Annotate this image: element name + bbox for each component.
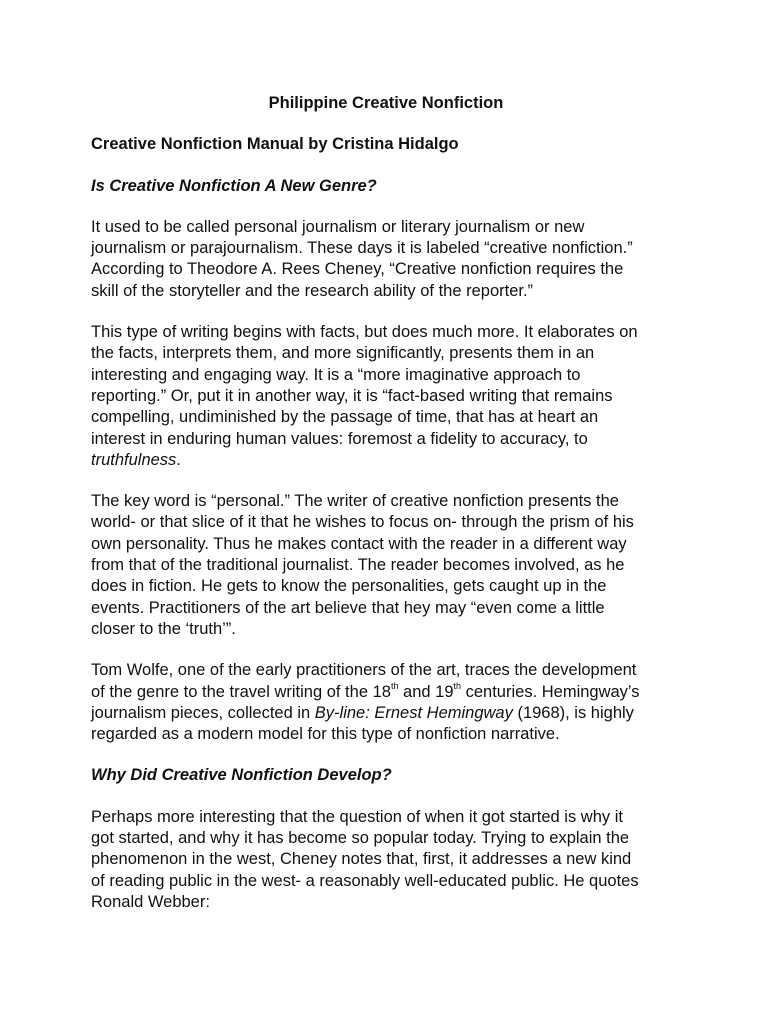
paragraph-line: does in fiction. He gets to know the personalities, gets caught up in the [91, 577, 607, 596]
text-run: centuries. Hemingway’s [461, 682, 640, 701]
paragraph-line: the facts, interprets them, and more significantly, presents them in an [91, 344, 595, 363]
punctuation: . [176, 450, 181, 469]
paragraph-line: According to Theodore A. Rees Cheney, “Creative nonfiction requires the [91, 260, 624, 279]
paragraph-4 [91, 660, 681, 745]
paragraph-line: Perhaps more interesting that the question of when it got started is why it [91, 807, 623, 826]
paragraph-line: world- or that slice of it that he wishes to focus on- through the prism of his [91, 513, 634, 532]
paragraph-2 [91, 322, 681, 471]
paragraph-line: regarded as a modern model for this type of nonfiction narrative. [91, 725, 560, 744]
paragraph-line: journalism or parajournalism. These days it is labeled “creative nonfiction.” [91, 239, 633, 258]
text-run: journalism pieces, collected in [91, 703, 315, 722]
document-subtitle: Creative Nonfiction Manual by Cristina Hidalgo [91, 135, 459, 154]
paragraph-line: Tom Wolfe, one of the early practitioners of the art, traces the development [91, 661, 637, 680]
section-heading-why-develop: Why Did Creative Nonfiction Develop? [91, 766, 392, 785]
paragraph-line [91, 450, 681, 471]
paragraph-line [91, 682, 681, 703]
paragraph-line: The key word is “personal.” The writer of creative nonfiction presents the [91, 492, 619, 511]
book-title: By-line: Ernest Hemingway [314, 703, 513, 722]
paragraph-5 [91, 807, 681, 913]
italic-term: truthfulness [91, 450, 177, 469]
text-run: of the genre to the travel writing of the 18 [91, 682, 391, 701]
paragraph-line: got started, and why it has become so popular today. Trying to explain the [91, 829, 630, 848]
document-title: Philippine Creative Nonfiction [268, 94, 504, 112]
paragraph-line [91, 703, 681, 724]
paragraph-line: own personality. Thus he makes contact with the reader in a different way [91, 534, 627, 553]
paragraph-1 [91, 217, 681, 302]
text-run: and 19 [398, 682, 454, 701]
paragraph-line: from that of the traditional journalist. The reader becomes involved, as he [91, 556, 625, 575]
paragraph-line: events. Practitioners of the art believe that hey may “even come a little [91, 598, 605, 617]
paragraph-line: phenomenon in the west, Cheney notes that, first, it addresses a new kind [91, 850, 632, 869]
superscript: th [453, 681, 462, 692]
section-heading-new-genre: Is Creative Nonfiction A New Genre? [91, 176, 377, 195]
paragraph-line: skill of the storyteller and the research ability of the reporter.” [91, 281, 534, 300]
paragraph-line: closer to the ‘truth’”. [91, 619, 236, 638]
paragraph-line: It used to be called personal journalism or literary journalism or new [91, 217, 585, 236]
paragraph-line: reporting.” Or, put it in another way, it is “fact-based writing that remains [91, 386, 613, 405]
paragraph-line: interest in enduring human values: foremost a fidelity to accuracy, to [91, 429, 588, 448]
paragraph-3 [91, 491, 681, 640]
paragraph-line: compelling, undiminished by the passage of time, that has at heart an [91, 408, 599, 427]
paragraph-line: of reading public in the west- a reasonably well-educated public. He quotes [91, 871, 639, 890]
document-body [91, 93, 681, 933]
text-run: (1968), is highly [512, 703, 634, 722]
superscript: th [390, 681, 399, 692]
paragraph-line: Ronald Webber: [91, 892, 210, 911]
paragraph-line: interesting and engaging way. It is a “more imaginative approach to [91, 365, 581, 384]
paragraph-line: This type of writing begins with facts, but does much more. It elaborates on [91, 323, 638, 342]
